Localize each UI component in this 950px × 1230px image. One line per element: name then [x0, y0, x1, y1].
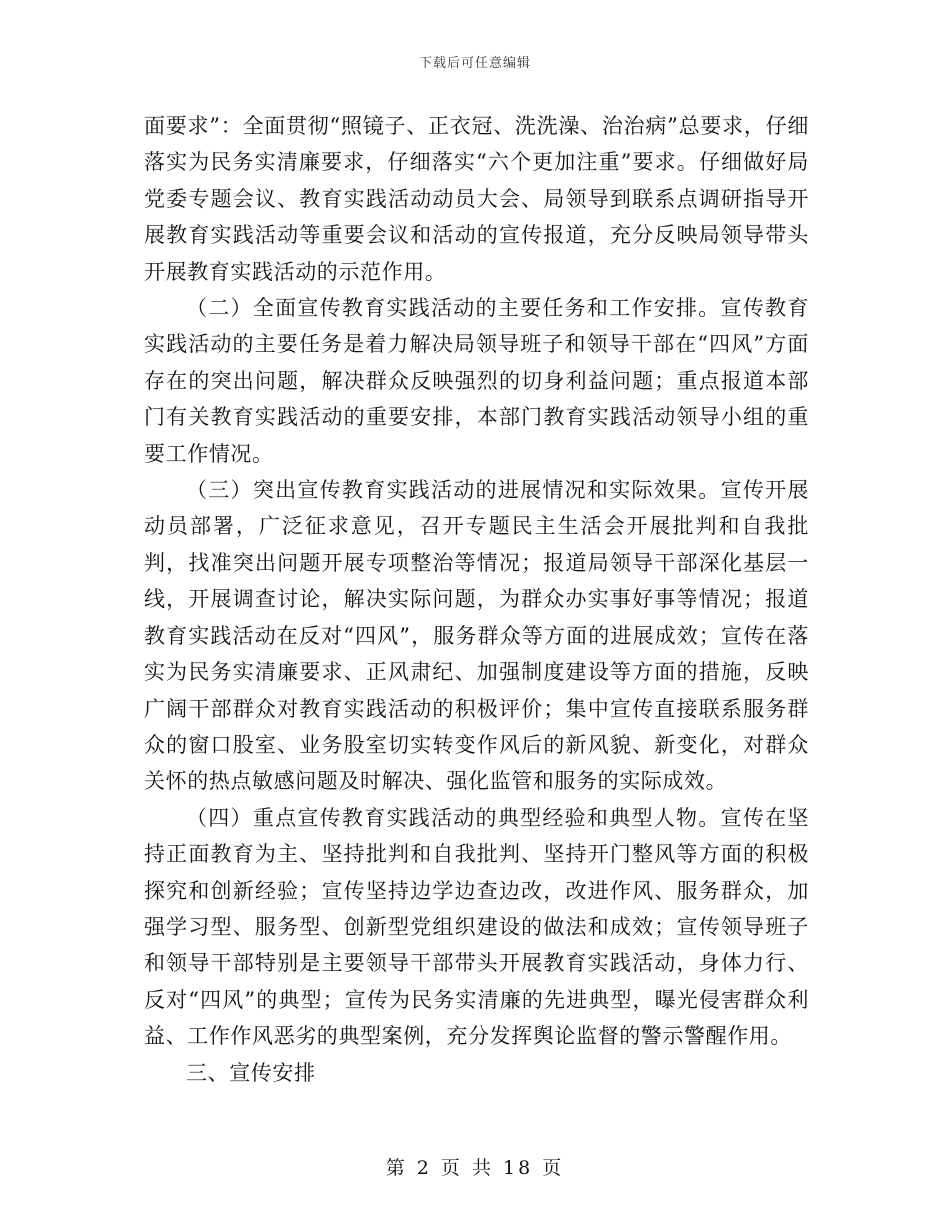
section-heading: 三、宣传安排: [186, 1060, 316, 1085]
page-number-footer: 第 2 页 共 18 页: [385, 1157, 565, 1179]
paragraph-item-3: （三）突出宣传教育实践活动的进展情况和实际效果。宣传开展动员部署，广泛征求意见，召开专题民主生活会开展批判和自我批判，找准突出问题开展专项整治等情况；报道局领导干部深化基层一线，开展调查讨论，解决实际问题，为群众办实事好事等情况；报道教育实践活动在反对“四风”，服务群众等方面的进展成效；宣传在落实为民务实清廉要求、正风肃纪、加强制度建设等方面的措施，反映广阔干部群众对教育实践活动的积极评价；集中宣传直接联系服务群众的窗口股室、业务股室切实转变作风后的新风貌、新变化，对群众关怀的热点敏感问题及时解决、强化监管和服务的实际成效。: [144, 478, 809, 794]
paragraph-continuation: 面要求”：全面贯彻“照镜子、正衣冠、洗洗澡、治治病”总要求，仔细落实为民务实清廉要求，仔细落实“六个更加注重”要求。仔细做好局党委专题会议、教育实践活动动员大会、局领导到联系点调研指导开展教育实践活动等重要会议和活动的宣传报道，充分反映局领导带头开展教育实践活动的示范作用。: [144, 114, 809, 284]
paragraph-item-2: （二）全面宣传教育实践活动的主要任务和工作安排。宣传教育实践活动的主要任务是着力解决局领导班子和领导干部在“四风”方面存在的突出问题，解决群众反映强烈的切身利益问题；重点报道本部门有关教育实践活动的重要安排，本部门教育实践活动领导小组的重要工作情况。: [144, 296, 809, 466]
page-header-note: 下载后可任意编辑: [418, 56, 531, 71]
paragraph-item-4: （四）重点宣传教育实践活动的典型经验和典型人物。宣传在坚持正面教育为主、坚持批判和自我批判、坚持开门整风等方面的积极探究和创新经验；宣传坚持边学边查边改，改进作风、服务群众，加强学习型、服务型、创新型党组织建设的做法和成效；宣传领导班子和领导干部特别是主要领导干部带头开展教育实践活动，身体力行、反对“四风”的典型；宣传为民务实清廉的先进典型，曝光侵害群众利益、工作作风恶劣的典型案例，充分发挥舆论监督的警示警醒作用。: [144, 805, 809, 1049]
document-body: [144, 108, 809, 1091]
